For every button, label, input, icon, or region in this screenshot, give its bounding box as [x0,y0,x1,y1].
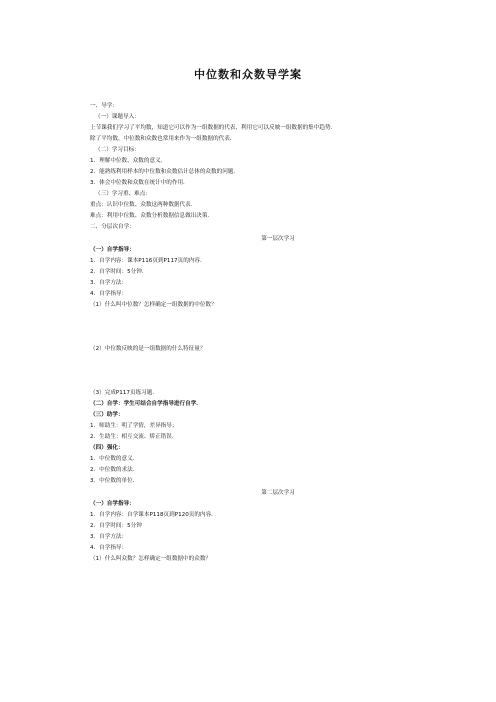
reinforce-item-2: 2．中位数的求法． [90,467,139,473]
intro-paragraph-line-2: 除了平均数，中位数和众数也常用来作为一组数据的代表． [90,136,236,142]
level-1-heading: 第一层次学习 [261,236,295,242]
level-2-heading: 第二层次学习 [261,490,295,496]
assist-heading: （三）助学： [90,412,124,418]
intro-paragraph-line-1: 上节课我们学习了平均数，知道它可以作为一组数据的代表，利用它可以反映一组数据的集中趋势． [90,125,337,131]
level-2-method: 3．自学方法： [90,534,128,540]
document-title: 中位数和众数导学案 [194,68,302,81]
assist-teacher: 1．师助生：明了学情，差异指导； [90,423,178,429]
goal-item-3: 3．体会中位数和众数在统计中的作用． [90,180,189,186]
level-2-question-1: （1）什么叫众数？怎样确定一组数据中的众数？ [90,556,212,562]
level-1-guide-heading: （一）自学指导： [90,247,135,253]
self-study-heading: （二）自学：学生可结合自学指导进行自学． [90,401,202,407]
level-1-question-1: （1）什么叫中位数？怎样确定一组数据的中位数？ [90,302,217,308]
level-2-time: 2．自学时间：5分钟 [90,523,142,529]
goal-item-2: 2．能熟练利用样本的中位数和众数估计总体的众数的问题． [90,169,239,175]
assist-peer: 2．生助生：相互交流、矫正错误． [90,434,178,440]
level-2-guidance: 4．自学指导： [90,545,128,551]
level-1-question-3: （3）完成P117页练习题． [90,390,158,396]
subheading-goals: （二）学习目标： [95,147,140,153]
section-heading-self-study: 二、分层次自学： [90,224,135,230]
subheading-intro: （一）课题导入： [95,114,140,120]
level-1-guidance: 4．自学指导： [90,291,128,297]
level-2-content: 1．自学内容：自学课本P118页到P120页的内容． [90,512,217,518]
subheading-key-points: （三）学习重、难点： [95,191,151,197]
difficult-point-text: 难点：利用中位数、众数分析数据信息做出决策． [90,213,214,219]
level-2-guide-heading: （一）自学指导： [90,501,135,507]
key-point-text: 重点：认识中位数、众数这两种数据代表． [90,202,197,208]
level-1-time: 2．自学时间：5分钟． [90,269,148,275]
reinforce-item-3: 3．中位数的单位． [90,478,139,484]
level-1-question-2: （2）中位数反映的是一组数据的什么特征量？ [90,346,206,352]
goal-item-1: 1．理解中位数、众数的意义． [90,158,167,164]
reinforce-heading: （四）强化： [90,445,124,451]
level-1-content: 1．自学内容：课本P116页到P117页的内容． [90,258,206,264]
reinforce-item-1: 1．中位数的意义． [90,456,139,462]
section-heading-guide: 一、导学： [90,103,118,109]
level-1-method: 3．自学方法： [90,280,128,286]
